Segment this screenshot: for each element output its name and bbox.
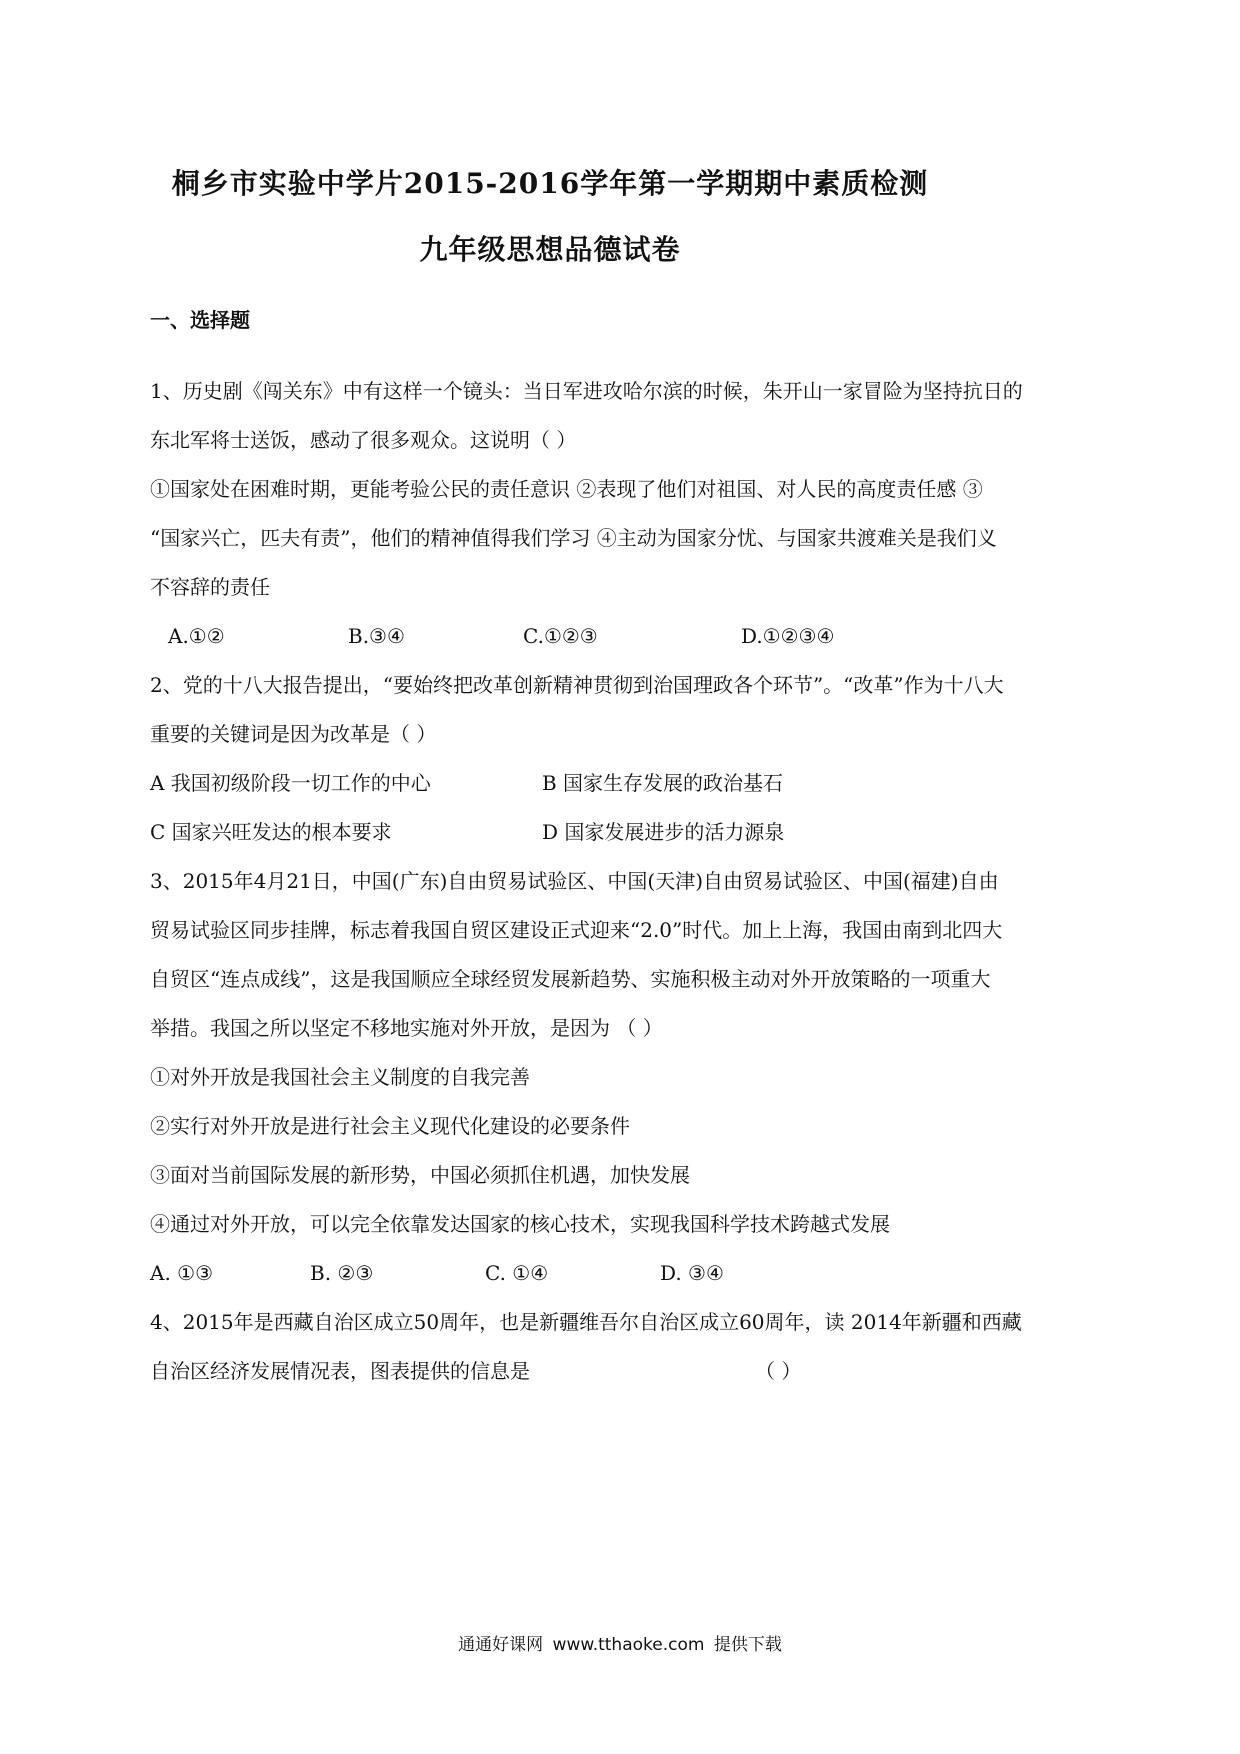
q3-stem-line-4: 举措。我国之所以坚定不移地实施对外开放，是因为 （ ）	[150, 1016, 663, 1040]
q1-item-line-2: “国家兴亡，匹夫有责”，他们的精神值得我们学习 ④主动为国家分忧、与国家共渡难关是我们义	[150, 526, 997, 550]
q4-stem-line-2	[150, 1347, 1100, 1396]
q1-stem-line-2: 东北军将士送饭，感动了很多观众。这说明（ ）	[150, 428, 577, 452]
q3-option-a: A. ①③	[150, 1261, 214, 1285]
q1-option-b: B.③④	[348, 624, 405, 648]
q1-option-a: A.①②	[168, 624, 225, 648]
q3-item-3: ③面对当前国际发展的新形势，中国必须抓住机遇，加快发展	[150, 1163, 690, 1187]
q3-item-1: ①对外开放是我国社会主义制度的自我完善	[150, 1065, 530, 1089]
q2-option-a: A 我国初级阶段一切工作的中心	[150, 771, 431, 795]
page-footer: 通通好课网 www.tthaoke.com 提供下载	[458, 1635, 782, 1655]
q3-option-d: D. ③④	[660, 1261, 724, 1285]
q2-options-row-2	[150, 808, 1100, 857]
q3-options	[150, 1249, 1100, 1298]
q3-stem-line-1: 3、2015年4月21日，中国(广东)自由贸易试验区、中国(天津)自由贸易试验区、中国(福建)自由	[150, 869, 999, 893]
q1-item-line-3: 不容辞的责任	[150, 575, 270, 599]
exam-title: 桐乡市实验中学片2015-2016学年第一学期期中素质检测	[171, 167, 929, 200]
q1-option-c: C.①②③	[523, 624, 598, 648]
q4-answer-paren: （ ）	[755, 1359, 802, 1383]
q3-option-c: C. ①④	[485, 1261, 549, 1285]
q3-item-2: ②实行对外开放是进行社会主义现代化建设的必要条件	[150, 1114, 630, 1138]
q3-stem-line-3: 自贸区“连点成线”，这是我国顺应全球经贸发展新趋势、实施积极主动对外开放策略的一项重大	[150, 967, 991, 991]
q3-option-b: B. ②③	[310, 1261, 374, 1285]
q2-stem-line-1: 2、党的十八大报告提出，“要始终把改革创新精神贯彻到治国理政各个环节”。“改革”作为十八大	[150, 673, 1004, 697]
q1-stem-line-1: 1、历史剧《闯关东》中有这样一个镜头：当日军进攻哈尔滨的时候，朱开山一家冒险为坚持抗日的	[150, 379, 1023, 403]
exam-subtitle: 九年级思想品德试卷	[419, 233, 681, 266]
q4-stem-text: 自治区经济发展情况表，图表提供的信息是	[150, 1359, 530, 1383]
q1-option-d: D.①②③④	[741, 624, 835, 648]
q2-option-d: D 国家发展进步的活力源泉	[542, 820, 785, 844]
q2-stem-line-2: 重要的关键词是因为改革是（ ）	[150, 722, 437, 746]
section-heading: 一、选择题	[150, 308, 250, 332]
question-body	[150, 367, 1100, 1396]
q1-item-line-1: ①国家处在困难时期，更能考验公民的责任意识 ②表现了他们对祖国、对人民的高度责任感 ③	[150, 477, 983, 501]
q4-stem-line-1: 4、2015年是西藏自治区成立50周年，也是新疆维吾尔自治区成立60周年，读 2014年新疆和西藏	[150, 1310, 1022, 1334]
q2-options-row-1	[150, 759, 1100, 808]
q1-options	[150, 612, 1100, 661]
q2-option-c: C 国家兴旺发达的根本要求	[150, 820, 392, 844]
q3-stem-line-2: 贸易试验区同步挂牌，标志着我国自贸区建设正式迎来“2.0”时代。加上上海，我国由南到北四大	[150, 918, 1003, 942]
q2-option-b: B 国家生存发展的政治基石	[542, 771, 784, 795]
q3-item-4: ④通过对外开放，可以完全依靠发达国家的核心技术，实现我国科学技术跨越式发展	[150, 1212, 890, 1236]
